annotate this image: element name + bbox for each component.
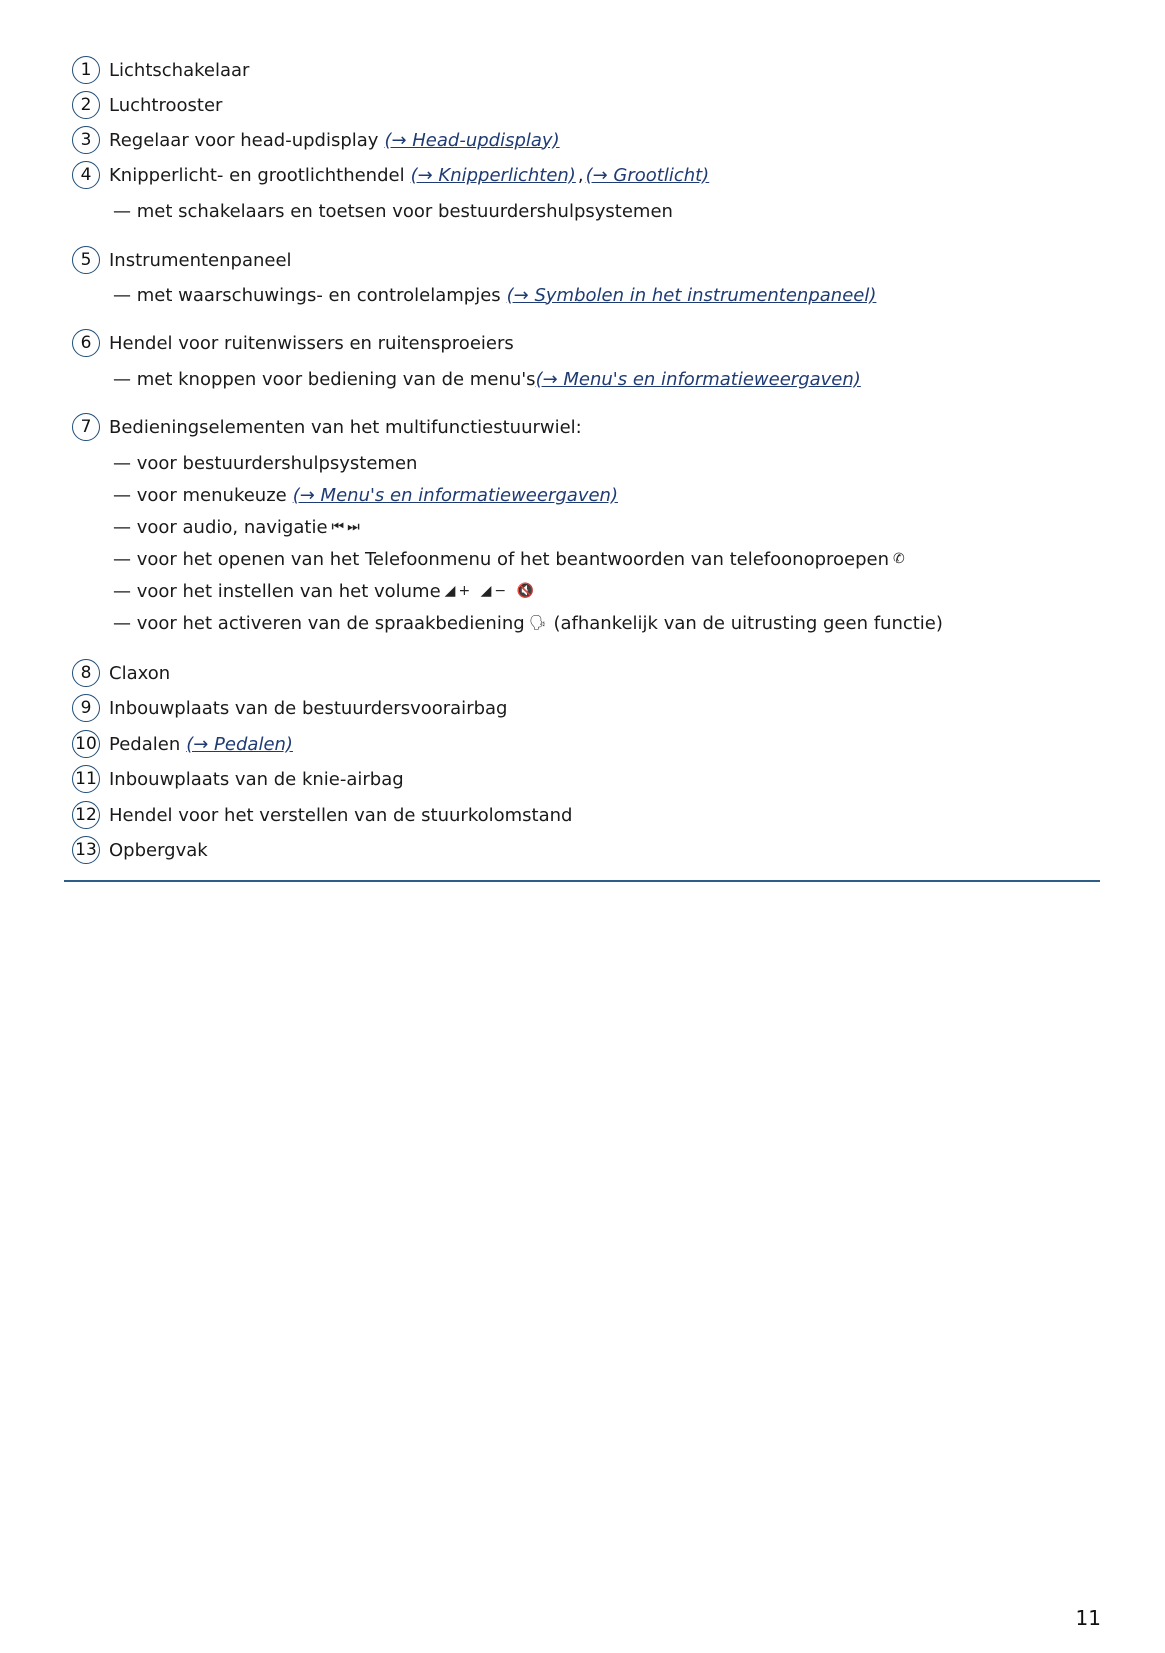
item-label: Hendel voor ruitenwissers en ruitensproeiers (109, 332, 514, 354)
sub-item-text: — met schakelaars en toetsen voor bestuurdershulpsystemen (113, 200, 673, 222)
sub-item-text: — voor het openen van het Telefoonmenu of het beantwoorden van telefoonoproepen (113, 548, 890, 570)
item-label: Claxon (109, 662, 171, 684)
sub-item (113, 512, 363, 542)
item-number-badge: 3 (72, 126, 100, 154)
item-label: Opbergvak (109, 839, 208, 861)
cross-reference-link[interactable]: (→ Menu's en informatieweergaven) (292, 484, 618, 506)
cross-reference-link[interactable]: (→ Grootlicht) (585, 164, 710, 186)
page-number: 11 (1075, 1606, 1101, 1630)
sub-item (113, 608, 943, 638)
cross-reference-link[interactable]: (→ Symbolen in het instrumentenpaneel) (506, 284, 877, 306)
section-divider (64, 880, 1100, 882)
sub-item (113, 364, 861, 394)
list-item (72, 763, 404, 795)
sub-item (113, 448, 417, 478)
item-number-badge: 11 (72, 765, 100, 793)
sub-item-text: — voor audio, navigatie (113, 516, 328, 538)
item-label: Regelaar voor head-updisplay (109, 129, 379, 151)
sub-item-note: (afhankelijk van de uitrusting geen functie) (553, 612, 943, 634)
list-item (72, 327, 514, 359)
list-item (72, 124, 560, 156)
item-label: Instrumentenpaneel (109, 249, 292, 271)
list-item (72, 411, 582, 443)
item-number-badge: 4 (72, 161, 100, 189)
sub-item (113, 544, 908, 574)
voice-control-icon: 🗣 (528, 615, 550, 631)
sub-item (113, 196, 673, 226)
sub-item-text: — voor menukeuze (113, 484, 287, 506)
list-item (72, 728, 293, 760)
item-label: Luchtrooster (109, 94, 223, 116)
item-number-badge: 10 (72, 730, 100, 758)
skip-track-icon: ⏮⏭ (331, 519, 363, 535)
item-number-badge: 7 (72, 413, 100, 441)
item-number-badge: 9 (72, 694, 100, 722)
phone-icon: ✆ (893, 551, 908, 567)
sub-item-text: — met knoppen voor bediening van de menu's (113, 368, 536, 390)
item-number-badge: 5 (72, 246, 100, 274)
separator: , (577, 164, 584, 186)
item-number-badge: 2 (72, 91, 100, 119)
cross-reference-link[interactable]: (→ Head-updisplay) (384, 129, 560, 151)
list-item (72, 244, 292, 276)
list-item (72, 834, 208, 866)
cross-reference-link[interactable]: (→ Menu's en informatieweergaven) (535, 368, 861, 390)
item-number-badge: 12 (72, 801, 100, 829)
item-label: Bedieningselementen van het multifunctiestuurwiel: (109, 416, 582, 438)
list-item (72, 159, 709, 191)
volume-icon: ◢+ ◢− 🔇 (444, 583, 537, 599)
cross-reference-link[interactable]: (→ Pedalen) (186, 733, 293, 755)
cross-reference-link[interactable]: (→ Knipperlichten) (410, 164, 576, 186)
sub-item (113, 576, 537, 606)
item-label: Inbouwplaats van de knie-airbag (109, 768, 404, 790)
list-item (72, 657, 170, 689)
item-number-badge: 6 (72, 329, 100, 357)
item-label: Hendel voor het verstellen van de stuurkolomstand (109, 804, 573, 826)
list-item (72, 54, 249, 86)
sub-item (113, 280, 876, 310)
list-item (72, 89, 222, 121)
item-label: Pedalen (109, 733, 181, 755)
list-item (72, 692, 507, 724)
sub-item-text: — voor bestuurdershulpsystemen (113, 452, 418, 474)
item-label: Lichtschakelaar (109, 59, 250, 81)
sub-item-text: — voor het activeren van de spraakbediening (113, 612, 525, 634)
list-item (72, 799, 572, 831)
item-label: Knipperlicht- en grootlichthendel (109, 164, 405, 186)
item-number-badge: 8 (72, 659, 100, 687)
sub-item-text: — met waarschuwings- en controlelampjes (113, 284, 501, 306)
item-number-badge: 13 (72, 836, 100, 864)
item-number-badge: 1 (72, 56, 100, 84)
sub-item-text: — voor het instellen van het volume (113, 580, 441, 602)
sub-item (113, 480, 618, 510)
item-label: Inbouwplaats van de bestuurdersvoorairbag (109, 697, 508, 719)
